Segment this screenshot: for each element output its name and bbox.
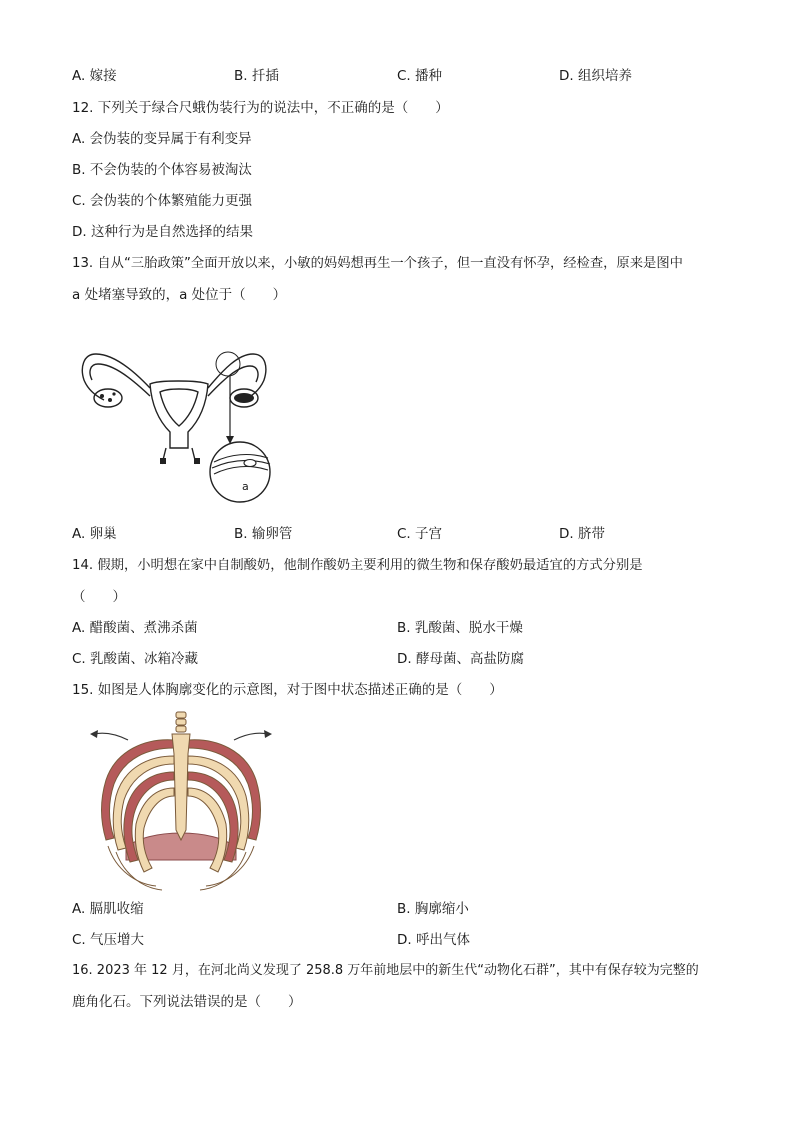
q14-stem-line1: 14. 假期，小明想在家中自制酸奶，他制作酸奶主要利用的微生物和保存酸奶最适宜的方式分别是 bbox=[72, 558, 643, 573]
q13-option-c: C. 子宫 bbox=[397, 526, 443, 542]
q16-stem-line2: 鹿角化石。下列说法错误的是（ ） bbox=[72, 994, 302, 1010]
rib-cage-figure bbox=[86, 710, 276, 892]
q13-stem-line2: a 处堵塞导致的，a 处位于（ ） bbox=[72, 287, 287, 303]
q14-stem-line2: （ ） bbox=[72, 589, 126, 605]
q12-option-a: A. 会伪装的变异属于有利变异 bbox=[72, 131, 252, 147]
q11-option-b: B. 扦插 bbox=[234, 68, 279, 84]
q12-option-d: D. 这种行为是自然选择的结果 bbox=[72, 224, 253, 240]
q11-option-a: A. 嫁接 bbox=[72, 68, 117, 84]
q11-option-c: C. 播种 bbox=[397, 68, 443, 84]
q16-stem-line1: 16. 2023 年 12 月，在河北尚义发现了 258.8 万年前地层中的新生代“动物化石群”，其中有保存较为完整的 bbox=[72, 963, 699, 978]
q13-option-b: B. 输卵管 bbox=[234, 526, 293, 542]
q12-stem: 12. 下列关于绿合尺蛾伪装行为的说法中，不正确的是（ ） bbox=[72, 100, 449, 116]
q15-option-b: B. 胸廓缩小 bbox=[397, 901, 469, 917]
q14-option-b: B. 乳酸菌、脱水干燥 bbox=[397, 620, 523, 636]
q12-option-b: B. 不会伪装的个体容易被淘汰 bbox=[72, 162, 252, 178]
q15-option-d: D. 呼出气体 bbox=[397, 932, 470, 948]
q12-option-c: C. 会伪装的个体繁殖能力更强 bbox=[72, 193, 253, 209]
q15-option-a: A. 膈肌收缩 bbox=[72, 901, 144, 917]
q14-option-a: A. 醋酸菌、煮沸杀菌 bbox=[72, 620, 198, 636]
q13-stem-line1: 13. 自从“三胎政策”全面开放以来，小敏的妈妈想再生一个孩子，但一直没有怀孕，经检查，原来是图中 bbox=[72, 256, 683, 271]
figure-label-a: a bbox=[242, 480, 249, 493]
q13-option-d: D. 脐带 bbox=[559, 526, 605, 542]
q13-option-a: A. 卵巢 bbox=[72, 526, 117, 542]
q15-stem: 15. 如图是人体胸廓变化的示意图，对于图中状态描述正确的是（ ） bbox=[72, 682, 503, 698]
q14-option-d: D. 酵母菌、高盐防腐 bbox=[397, 651, 524, 667]
q14-option-c: C. 乳酸菌、冰箱冷藏 bbox=[72, 651, 199, 667]
q15-option-c: C. 气压增大 bbox=[72, 932, 145, 948]
q11-option-d: D. 组织培养 bbox=[559, 68, 632, 84]
